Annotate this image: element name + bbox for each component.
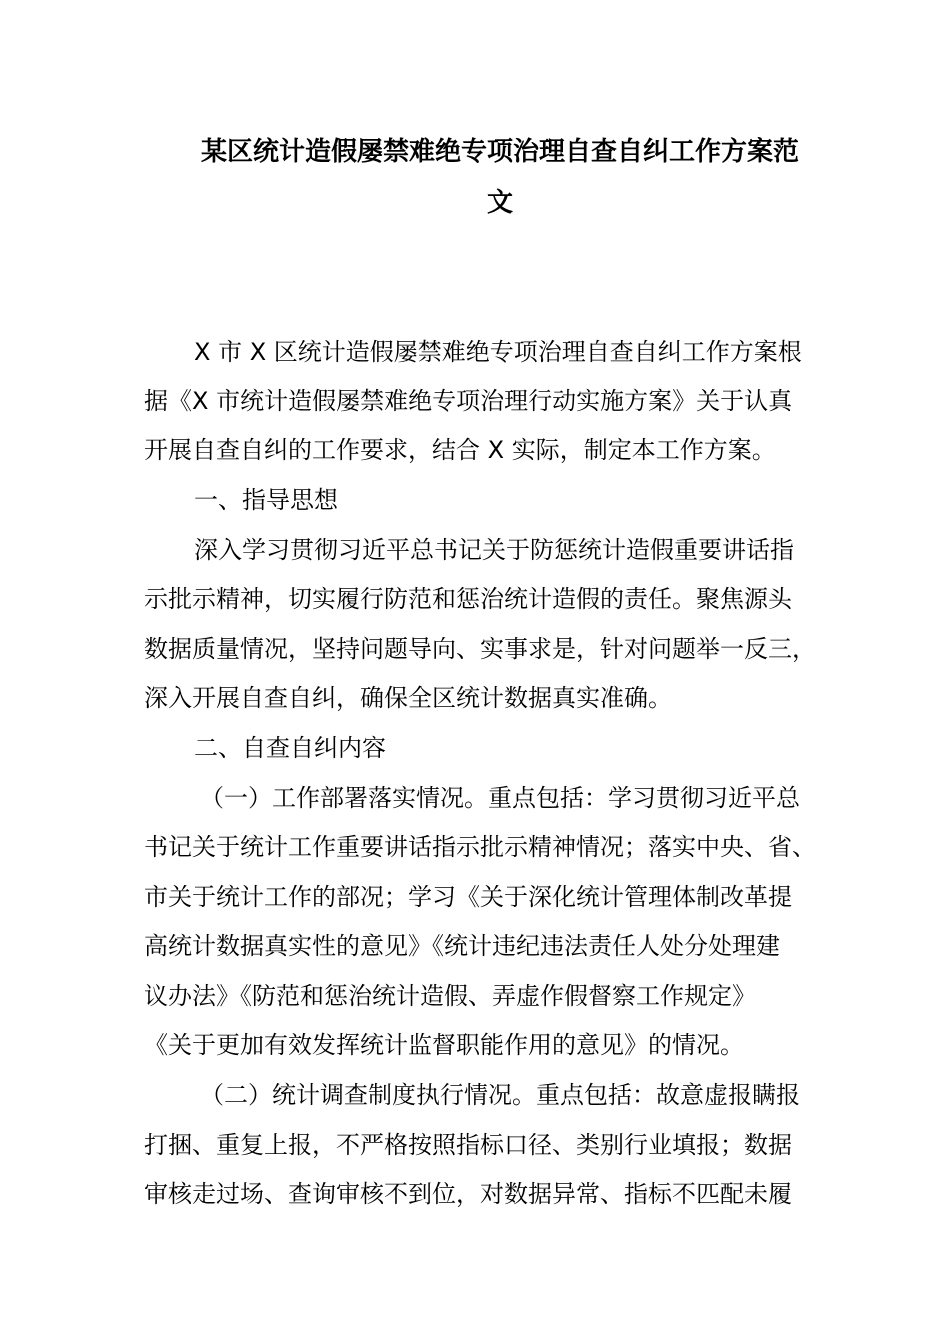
paragraph-line: 审核走过场、查询审核不到位，对数据异常、指标不匹配未履	[144, 1180, 792, 1208]
paragraph-line: （一）工作部署落实情况。重点包括：学习贯彻习近平总	[200, 784, 800, 812]
paragraph-line: 开展自查自纠的工作要求，结合 X 实际，制定本工作方案。	[144, 436, 776, 464]
paragraph-line: X 市 X 区统计造假屡禁难绝专项治理自查自纠工作方案根	[194, 338, 802, 366]
document-title-line-2: 文	[486, 188, 513, 218]
paragraph-line: 议办法》《防范和惩治统计造假、弄虚作假督察工作规定》	[144, 982, 756, 1010]
paragraph-line: 数据质量情况，坚持问题导向、实事求是，针对问题举一反三，	[144, 635, 816, 663]
section-heading: 一、指导思想	[194, 486, 338, 514]
paragraph-line: 深入开展自查自纠，确保全区统计数据真实准确。	[144, 684, 672, 712]
paragraph-line: 高统计数据真实性的意见》《统计违纪违法责任人处分处理建	[144, 932, 780, 960]
paragraph-line: 打捆、重复上报，不严格按照指标口径、类别行业填报；数据	[144, 1131, 792, 1159]
document-title-line-1: 某区统计造假屡禁难绝专项治理自查自纠工作方案范	[200, 137, 799, 167]
paragraph-line: 据《X 市统计造假屡禁难绝专项治理行动实施方案》关于认真	[144, 387, 793, 415]
section-heading: 二、自查自纠内容	[194, 734, 386, 762]
paragraph-line: 示批示精神，切实履行防范和惩治统计造假的责任。聚焦源头	[144, 585, 792, 613]
paragraph-line: 《关于更加有效发挥统计监督职能作用的意见》的情况。	[144, 1031, 744, 1059]
paragraph-line: 书记关于统计工作重要讲话指示批示精神情况；落实中央、省、	[144, 833, 816, 861]
paragraph-line: （二）统计调查制度执行情况。重点包括：故意虚报瞒报	[200, 1081, 800, 1109]
paragraph-line: 深入学习贯彻习近平总书记关于防惩统计造假重要讲话指	[194, 536, 794, 564]
paragraph-line: 市关于统计工作的部况；学习《关于深化统计管理体制改革提	[144, 883, 792, 911]
